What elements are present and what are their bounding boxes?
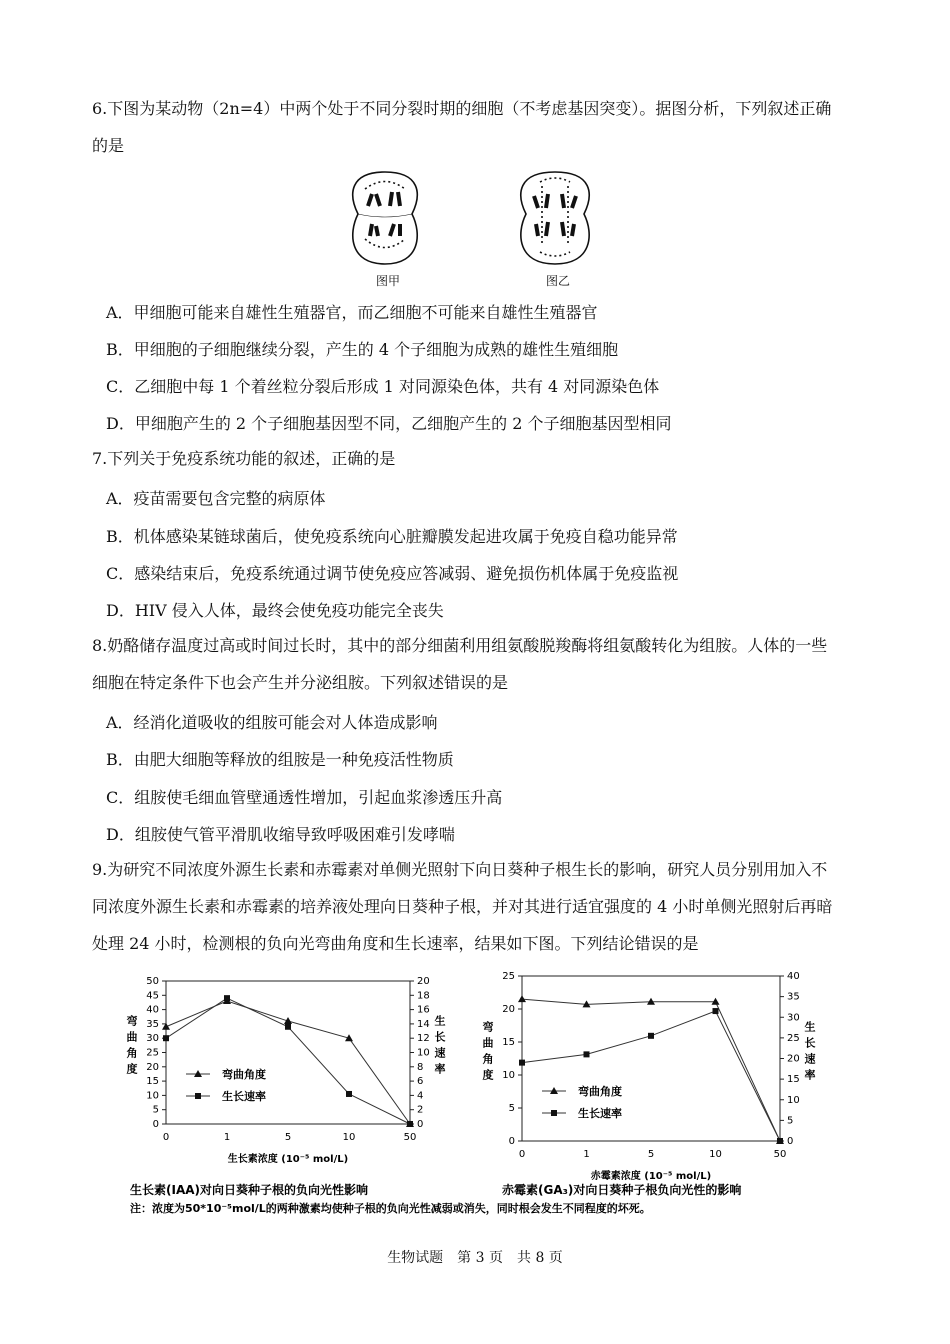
chart1-left-tick-label: 50 — [146, 976, 159, 987]
chart2-right-tick-label: 40 — [787, 971, 800, 982]
chart2-x-tick-label: 5 — [647, 1149, 655, 1160]
chart2-xlabel: 赤霉素浓度 (10⁻⁵ mol/L) — [590, 1171, 712, 1182]
chart1-ylabel-right-char: 率 — [434, 1062, 446, 1076]
chart1-ylabel-right-char: 速 — [434, 1046, 446, 1060]
chart1-left-tick-label: 25 — [146, 1047, 159, 1059]
chart1-point-square — [163, 1035, 169, 1041]
chart1-legend-marker-square — [195, 1093, 201, 1099]
chart1-x-tick-label: 0 — [162, 1132, 170, 1143]
chart2-x-tick-label: 1 — [583, 1149, 590, 1160]
chart2-series-line-square — [522, 1011, 780, 1141]
q7-option-a: A．疫苗需要包含完整的病原体 — [106, 489, 326, 508]
chart2-x-tick-label: 0 — [518, 1149, 526, 1160]
page-footer: 生物试题 第 3 页 共 8 页 — [387, 1250, 563, 1266]
chart2-x-tick-label: 50 — [773, 1149, 787, 1160]
chart1-x-tick-label: 10 — [342, 1132, 356, 1143]
chart1-point-square — [346, 1091, 352, 1097]
q9-charts — [120, 966, 820, 1216]
chart1-legend-label: 弯曲角度 — [222, 1068, 266, 1081]
q8-stem-line2: 细胞在特定条件下也会产生并分泌组胺。下列叙述错误的是 — [92, 673, 509, 692]
chart2-right-tick-label: 30 — [787, 1012, 800, 1024]
q7-stem: 7.下列关于免疫系统功能的叙述，正确的是 — [92, 449, 396, 468]
fig-a-caption: 图甲 — [376, 274, 401, 288]
chart1-right-tick-label: 4 — [417, 1090, 424, 1102]
chart1-x-tick-label: 50 — [403, 1132, 417, 1143]
chart1-right-tick-label: 20 — [417, 976, 430, 987]
chart2-ylabel-left-char: 角 — [482, 1052, 494, 1066]
chart1-legend-label: 生长速率 — [222, 1090, 266, 1103]
chart1-left-tick-label: 35 — [146, 1018, 159, 1030]
chart1-ylabel-right-char: 长 — [434, 1030, 446, 1044]
chart1-point-square — [224, 995, 230, 1001]
chart2-point-square — [713, 1008, 719, 1014]
chart2-ylabel-right-char: 长 — [804, 1036, 816, 1050]
chart2-point-triangle — [712, 998, 720, 1005]
fig-b-caption: 图乙 — [546, 274, 571, 288]
q6-stem-line2: 的是 — [92, 136, 125, 155]
chart2-ylabel-left-char: 曲 — [482, 1036, 494, 1050]
chart1-ylabel-left-char: 度 — [126, 1062, 138, 1076]
q9-stem-line2: 同浓度外源生长素和赤霉素的培养液处理向日葵种子根，并对其进行适宜强度的 4 小时单侧光照射后再暗 — [92, 897, 833, 916]
chart1-left-tick-label: 15 — [146, 1076, 159, 1088]
chart2-left-tick-label: 10 — [502, 1070, 515, 1081]
chart1-right-tick-label: 2 — [417, 1104, 424, 1116]
chart2-ylabel-left-char: 弯 — [482, 1020, 494, 1034]
chart2-legend-label: 生长速率 — [578, 1107, 622, 1120]
chart-note: 注：浓度为50*10⁻⁵mol/L的两种激素均使种子根的负向光性减弱或消失，同时根会发生不同程度的坏死。 — [130, 1202, 651, 1215]
q9-charts-svg — [120, 966, 820, 1216]
chart2-right-tick-label: 35 — [787, 991, 800, 1003]
chart2-right-tick-label: 25 — [787, 1032, 800, 1044]
chart2-right-tick-label: 15 — [787, 1074, 800, 1086]
chart2-left-tick-label: 15 — [502, 1037, 515, 1048]
chart1-right-tick-label: 0 — [417, 1119, 424, 1130]
q8-option-d: D．组胺使气管平滑肌收缩导致呼吸困难引发哮喘 — [106, 825, 455, 844]
cell-diagrams — [330, 164, 630, 294]
chart1-right-tick-label: 6 — [417, 1076, 424, 1088]
chart1-point-square — [285, 1024, 291, 1030]
chart2-legend-marker-square — [551, 1110, 557, 1116]
chart1-right-tick-label: 8 — [417, 1061, 424, 1073]
chart2-title: 赤霉素(GA₃)对向日葵种子根负向光性的影响 — [502, 1183, 742, 1197]
chart2-right-tick-label: 5 — [787, 1115, 794, 1127]
chart1-ylabel-right-char: 生 — [434, 1014, 446, 1028]
chart1-series-line-square — [166, 998, 410, 1124]
chart1-right-tick-label: 14 — [417, 1018, 430, 1030]
q8-stem-line1: 8.奶酪储存温度过高或时间过长时，其中的部分细菌利用组氨酸脱羧酶将组氨酸转化为组胺。人体的一些 — [92, 636, 828, 655]
chart1-left-tick-label: 40 — [146, 1004, 159, 1016]
chart2-x-tick-label: 10 — [709, 1149, 722, 1160]
q9-stem-line3: 处理 24 小时，检测根的负向光弯曲角度和生长速率，结果如下图。下列结论错误的是 — [92, 934, 699, 953]
chart1-x-tick-label: 1 — [223, 1132, 231, 1143]
q7-option-b: B．机体感染某链球菌后，使免疫系统向心脏瓣膜发起进攻属于免疫自稳功能异常 — [106, 527, 678, 546]
chart2-ylabel-right-char: 速 — [804, 1052, 816, 1066]
chart2-left-tick-label: 25 — [502, 971, 515, 982]
q6-option-b: B．甲细胞的子细胞继续分裂，产生的 4 个子细胞为成熟的雄性生殖细胞 — [106, 340, 619, 359]
q6-stem — [92, 90, 882, 164]
cell-b-diagram — [521, 172, 589, 264]
cell-division-figure — [330, 164, 630, 294]
chart2-point-square — [648, 1033, 654, 1039]
q7-option-c: C．感染结束后，免疫系统通过调节使免疫应答减弱、避免损伤机体属于免疫监视 — [106, 564, 679, 583]
chart1-left-tick-label: 30 — [146, 1033, 159, 1045]
chart1-point-square — [407, 1121, 413, 1127]
chart2-point-square — [777, 1138, 783, 1144]
chart1-right-tick-label: 12 — [417, 1033, 430, 1045]
chart2-right-tick-label: 0 — [787, 1136, 794, 1147]
q6-option-c: C．乙细胞中每 1 个着丝粒分裂后形成 1 对同源染色体，共有 4 对同源染色体 — [106, 377, 660, 396]
chart2-point-triangle — [518, 995, 526, 1002]
chart2-right-tick-label: 10 — [787, 1094, 800, 1106]
q6-option-a: A．甲细胞可能来自雄性生殖器官，而乙细胞不可能来自雄性生殖器官 — [106, 303, 598, 322]
chart1-ylabel-left-char: 曲 — [126, 1030, 138, 1044]
chart1-ylabel-left-char: 弯 — [126, 1014, 138, 1028]
q9-stem-line1: 9.为研究不同浓度外源生长素和赤霉素对单侧光照射下向日葵种子根生长的影响，研究人员分别用加入不 — [92, 860, 828, 879]
chart1-right-tick-label: 10 — [417, 1047, 430, 1059]
chart2-ylabel-right-char: 率 — [804, 1068, 816, 1082]
cell-a-diagram — [353, 172, 417, 264]
chart2-point-square — [584, 1051, 590, 1057]
chart1-left-tick-label: 20 — [146, 1061, 159, 1073]
chart1-left-tick-label: 10 — [146, 1090, 159, 1102]
chart1-left-tick-label: 5 — [152, 1104, 159, 1116]
chart2-left-tick-label: 20 — [502, 1004, 515, 1015]
q6-option-d: D．甲细胞产生的 2 个子细胞基因型不同，乙细胞产生的 2 个子细胞基因型相同 — [106, 414, 672, 433]
chart2-right-tick-label: 20 — [787, 1053, 800, 1065]
q8-stem — [92, 627, 882, 701]
chart1-left-tick-label: 0 — [152, 1119, 159, 1130]
chart1-xlabel: 生长素浓度 (10⁻⁵ mol/L) — [227, 1154, 349, 1165]
chart1-right-tick-label: 16 — [417, 1004, 430, 1016]
chart2-left-tick-label: 0 — [508, 1136, 515, 1147]
chart2-point-square — [519, 1060, 525, 1066]
chart1-right-tick-label: 18 — [417, 990, 430, 1002]
chart2-legend-label: 弯曲角度 — [578, 1085, 622, 1098]
chart1-plot-frame — [166, 981, 410, 1124]
q6-stem-line1: 6.下图为某动物（2n=4）中两个处于不同分裂时期的细胞（不考虑基因突变）。据图分析，下列叙述正确 — [92, 99, 832, 118]
chart2-series-line-triangle — [522, 999, 780, 1141]
chart2-ylabel-left-char: 度 — [482, 1068, 494, 1082]
chart2-left-tick-label: 5 — [508, 1103, 515, 1114]
chart1-ylabel-left-char: 角 — [126, 1046, 138, 1060]
chart2-ylabel-right-char: 生 — [804, 1020, 816, 1034]
chart2-point-triangle — [647, 998, 655, 1005]
q8-option-b: B．由肥大细胞等释放的组胺是一种免疫活性物质 — [106, 750, 454, 769]
chart1-x-tick-label: 5 — [284, 1132, 292, 1143]
q8-option-a: A．经消化道吸收的组胺可能会对人体造成影响 — [106, 713, 438, 732]
q9-stem — [92, 851, 882, 962]
chart1-left-tick-label: 45 — [146, 990, 159, 1002]
q8-option-c: C．组胺使毛细血管壁通透性增加，引起血浆渗透压升高 — [106, 788, 503, 807]
q7-option-d: D．HIV 侵入人体，最终会使免疫功能完全丧失 — [106, 601, 444, 620]
chart1-title: 生长素(IAA)对向日葵种子根的负向光性影响 — [130, 1183, 369, 1197]
